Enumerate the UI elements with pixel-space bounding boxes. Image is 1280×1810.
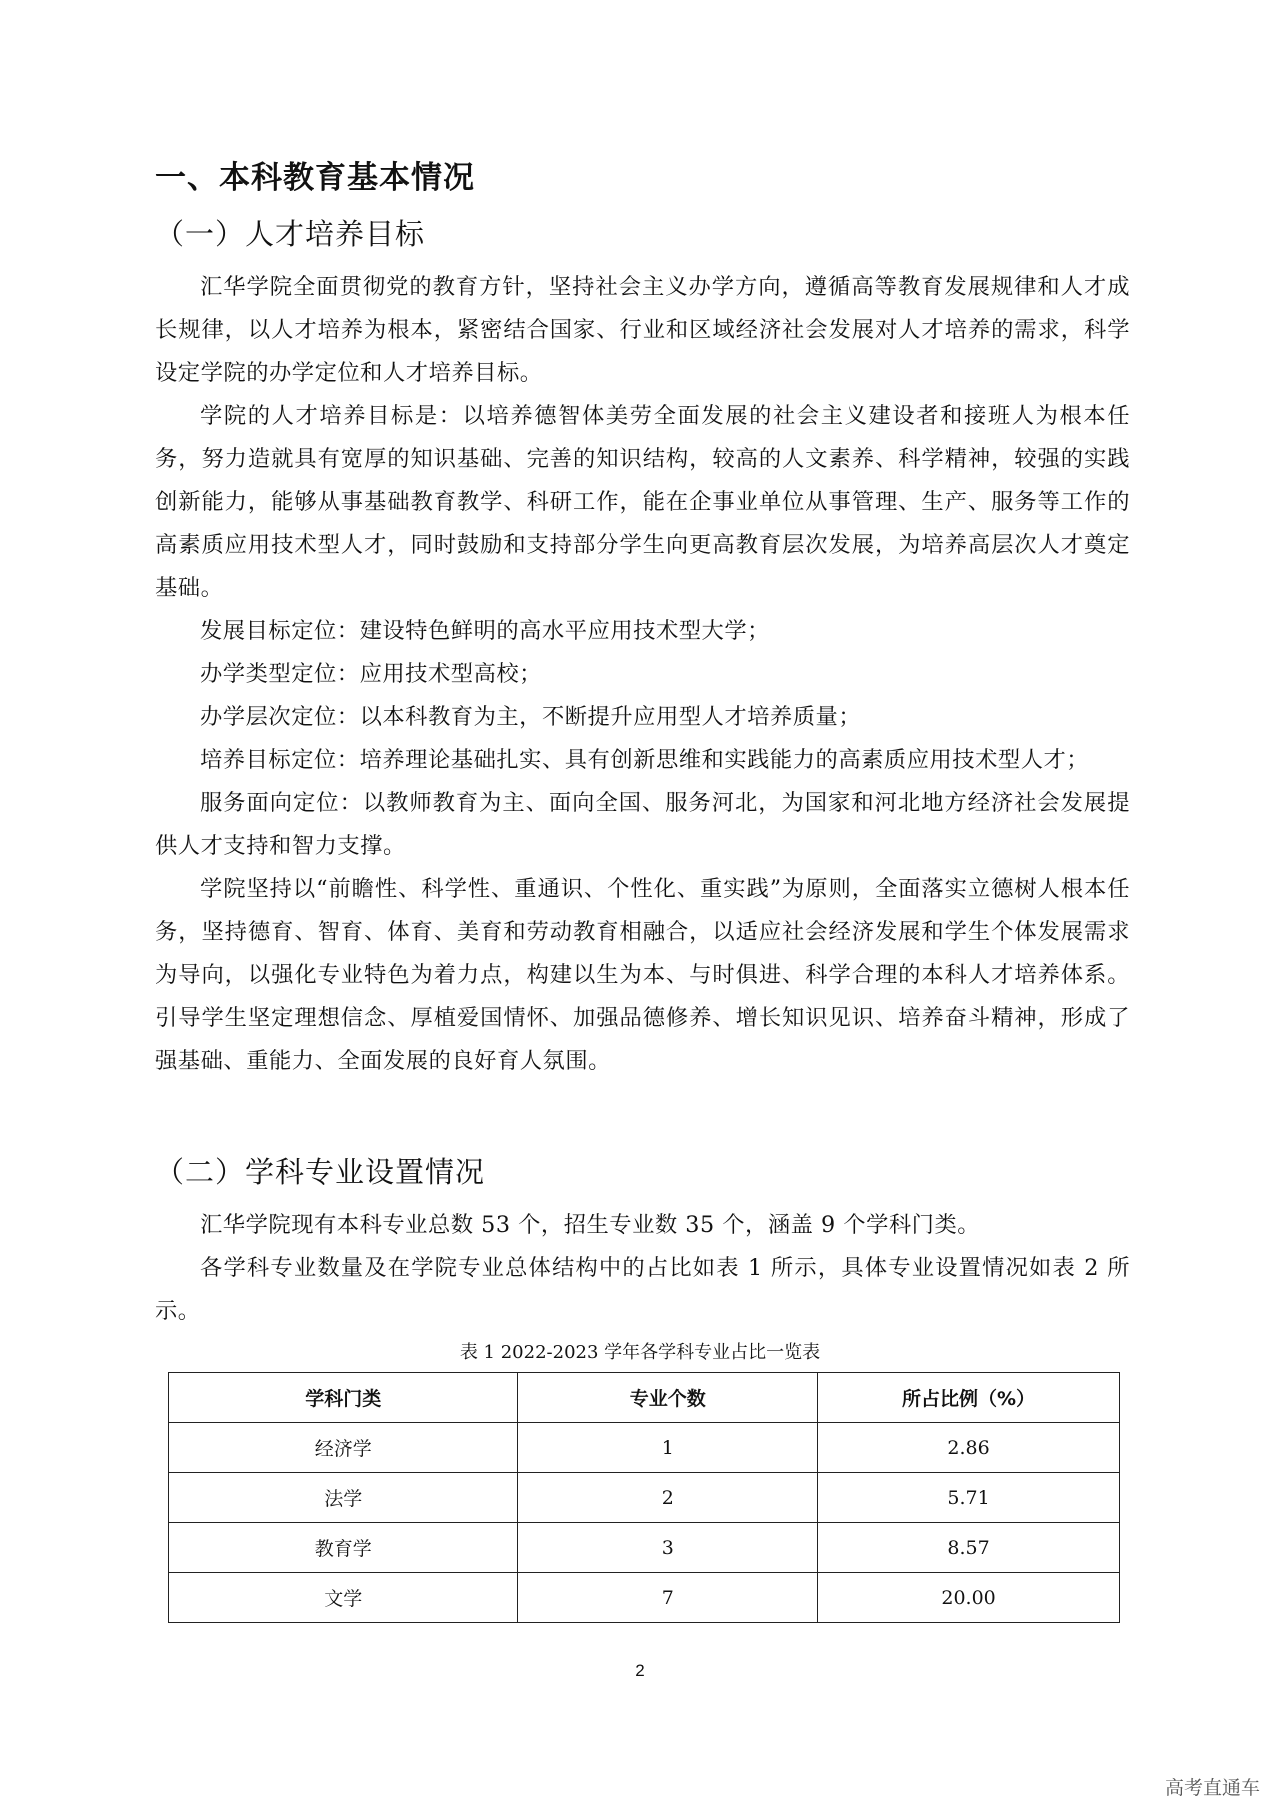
- talent-goals-body: [155, 266, 1130, 1083]
- header-count: 专业个数: [518, 1373, 818, 1423]
- paragraph: 汇华学院现有本科专业总数 53 个，招生专业数 35 个，涵盖 9 个学科门类。: [200, 1212, 981, 1238]
- table-row: [169, 1423, 1120, 1473]
- disciplines-body: [155, 1204, 1130, 1333]
- paragraph: 办学层次定位：以本科教育为主，不断提升应用型人才培养质量；: [200, 704, 862, 730]
- cell-discipline: 文学: [169, 1573, 518, 1623]
- cell-ratio: 2.86: [818, 1423, 1120, 1473]
- paragraph: 培养目标定位：培养理论基础扎实、具有创新思维和实践能力的高素质应用技术型人才；: [200, 747, 1090, 773]
- subsection-title-talent-goals: （一）人才培养目标: [155, 217, 426, 251]
- paragraph: 办学类型定位：应用技术型高校；: [200, 661, 542, 687]
- watermark: 高考直通车: [1164, 1777, 1260, 1799]
- cell-discipline: 教育学: [169, 1523, 518, 1573]
- table-caption: 表 1 2022-2023 学年各学科专业占比一览表: [459, 1342, 821, 1363]
- cell-count: 3: [518, 1523, 818, 1573]
- cell-count: 7: [518, 1573, 818, 1623]
- cell-count: 2: [518, 1473, 818, 1523]
- section-title: 一、本科教育基本情况: [155, 160, 475, 196]
- cell-ratio: 20.00: [818, 1573, 1120, 1623]
- paragraph: 发展目标定位：建设特色鲜明的高水平应用技术型大学；: [200, 618, 770, 644]
- discipline-ratio-table: [168, 1372, 1120, 1623]
- cell-ratio: 8.57: [818, 1523, 1120, 1573]
- table-row: [169, 1473, 1120, 1523]
- cell-discipline: 法学: [169, 1473, 518, 1523]
- cell-discipline: 经济学: [169, 1423, 518, 1473]
- cell-count: 1: [518, 1423, 818, 1473]
- table-header-row: [169, 1373, 1120, 1423]
- table-row: [169, 1523, 1120, 1573]
- paragraph: 各学科专业数量及在学院专业总体结构中的占比如表 1 所示，具体专业设置情况如表 2 所示。: [155, 1255, 1130, 1324]
- paragraph: 汇华学院全面贯彻党的教育方针，坚持社会主义办学方向，遵循高等教育发展规律和人才成长规律，以人才培养为根本，紧密结合国家、行业和区域经济社会发展对人才培养的需求，科学设定学院的办学定位和人才培养目标。: [155, 274, 1130, 386]
- header-discipline: 学科门类: [169, 1373, 518, 1423]
- paragraph: 学院的人才培养目标是：以培养德智体美劳全面发展的社会主义建设者和接班人为根本任务，努力造就具有宽厚的知识基础、完善的知识结构，较高的人文素养、科学精神，较强的实践创新能力，能够从事基础教育教学、科研工作，能在企事业单位从事管理、生产、服务等工作的高素质应用技术型人才，同时鼓励和支持部分学生向更高教育层次发展，为培养高层次人才奠定基础。: [155, 403, 1130, 601]
- cell-ratio: 5.71: [818, 1473, 1120, 1523]
- table-row: [169, 1573, 1120, 1623]
- paragraph: 服务面向定位：以教师教育为主、面向全国、服务河北，为国家和河北地方经济社会发展提供人才支持和智力支撑。: [155, 790, 1130, 859]
- paragraph: 学院坚持以“前瞻性、科学性、重通识、个性化、重实践”为原则，全面落实立德树人根本任务，坚持德育、智育、体育、美育和劳动教育相融合，以适应社会经济发展和学生个体发展需求为导向，以强化专业特色为着力点，构建以生为本、与时俱进、科学合理的本科人才培养体系。引导学生坚定理想信念、厚植爱国情怀、加强品德修养、增长知识见识、培养奋斗精神，形成了强基础、重能力、全面发展的良好育人氛围。: [155, 876, 1130, 1074]
- page-number: 2: [635, 1661, 645, 1680]
- header-ratio: 所占比例（%）: [818, 1373, 1120, 1423]
- subsection-title-disciplines: （二）学科专业设置情况: [155, 1155, 486, 1189]
